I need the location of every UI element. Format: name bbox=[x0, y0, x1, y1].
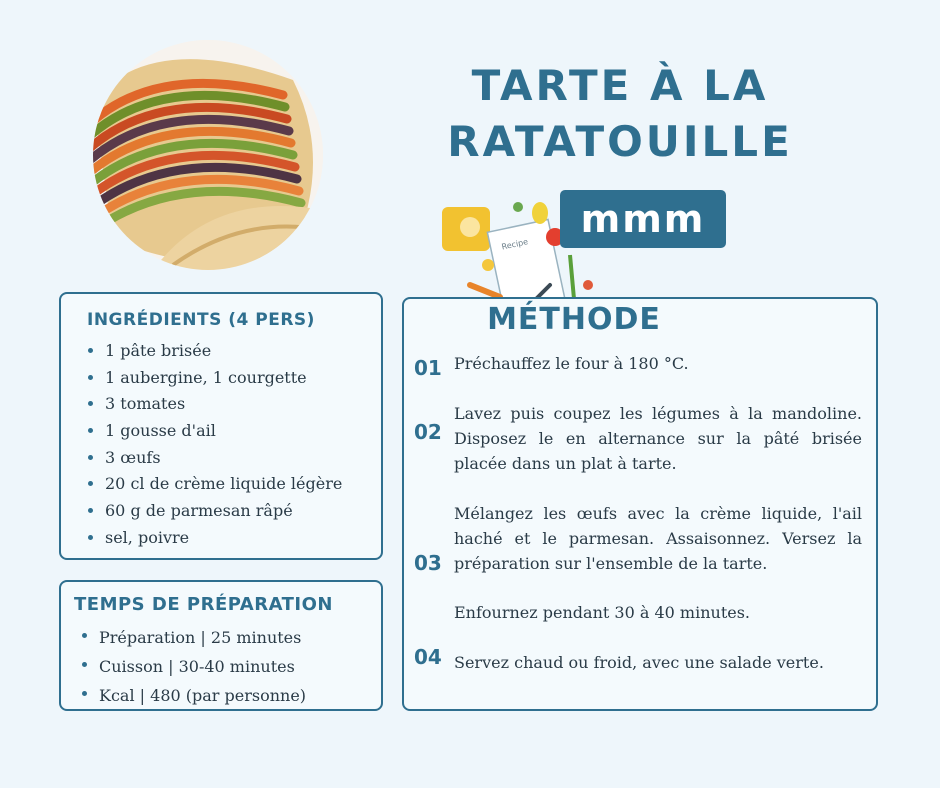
list-item: 1 gousse d'ail bbox=[85, 418, 342, 445]
prep-time-list bbox=[79, 623, 306, 710]
step-number: 04 bbox=[414, 645, 442, 669]
carrot-icon bbox=[470, 285, 500, 297]
method-title: MÉTHODE bbox=[487, 302, 661, 337]
list-item: 20 cl de crème liquide légère bbox=[85, 471, 342, 498]
step-number: 02 bbox=[414, 420, 442, 444]
list-item: Préparation | 25 minutes bbox=[79, 623, 306, 652]
step-number: 03 bbox=[414, 551, 442, 575]
mmm-badge: mmm bbox=[560, 190, 726, 248]
ingredients-card bbox=[59, 292, 383, 560]
ingredients-title: INGRÉDIENTS (4 PERS) bbox=[87, 310, 315, 330]
list-item: 1 aubergine, 1 courgette bbox=[85, 365, 342, 392]
step-text: Servez chaud ou froid, avec une salade verte. bbox=[454, 653, 824, 672]
recipe-card-label: Recipe bbox=[500, 237, 529, 252]
tart-photo bbox=[93, 40, 323, 270]
step-text: Enfournez pendant 30 à 40 minutes. bbox=[454, 603, 751, 622]
step-text: Mélangez les œufs avec la crème liquide, l'ail haché et le parmesan. Assaisonnez. Versez la préparation sur l'ensemble de la tarte. bbox=[454, 504, 862, 573]
list-item: 1 pâte brisée bbox=[85, 338, 342, 365]
pepper-icon bbox=[532, 202, 548, 224]
list-item: sel, poivre bbox=[85, 525, 342, 552]
step-text: Préchauffez le four à 180 °C. bbox=[454, 354, 689, 373]
list-item: 3 œufs bbox=[85, 445, 342, 472]
step-number: 01 bbox=[414, 356, 442, 380]
prep-time-title: TEMPS DE PRÉPARATION bbox=[74, 594, 333, 615]
list-item: Kcal | 480 (par personne) bbox=[79, 681, 306, 710]
list-item: 60 g de parmesan râpé bbox=[85, 498, 342, 525]
method-card bbox=[402, 297, 878, 711]
list-item: Cuisson | 30-40 minutes bbox=[79, 652, 306, 681]
step-text: Lavez puis coupez les légumes à la mandoline. Disposez le en alternance sur la pâté brisée placée dans un plat à tarte. bbox=[454, 404, 862, 473]
prep-time-card bbox=[59, 580, 383, 711]
list-item: 3 tomates bbox=[85, 391, 342, 418]
ingredients-list bbox=[85, 338, 342, 552]
page-title: TARTE À LA RATATOUILLE bbox=[447, 61, 793, 166]
